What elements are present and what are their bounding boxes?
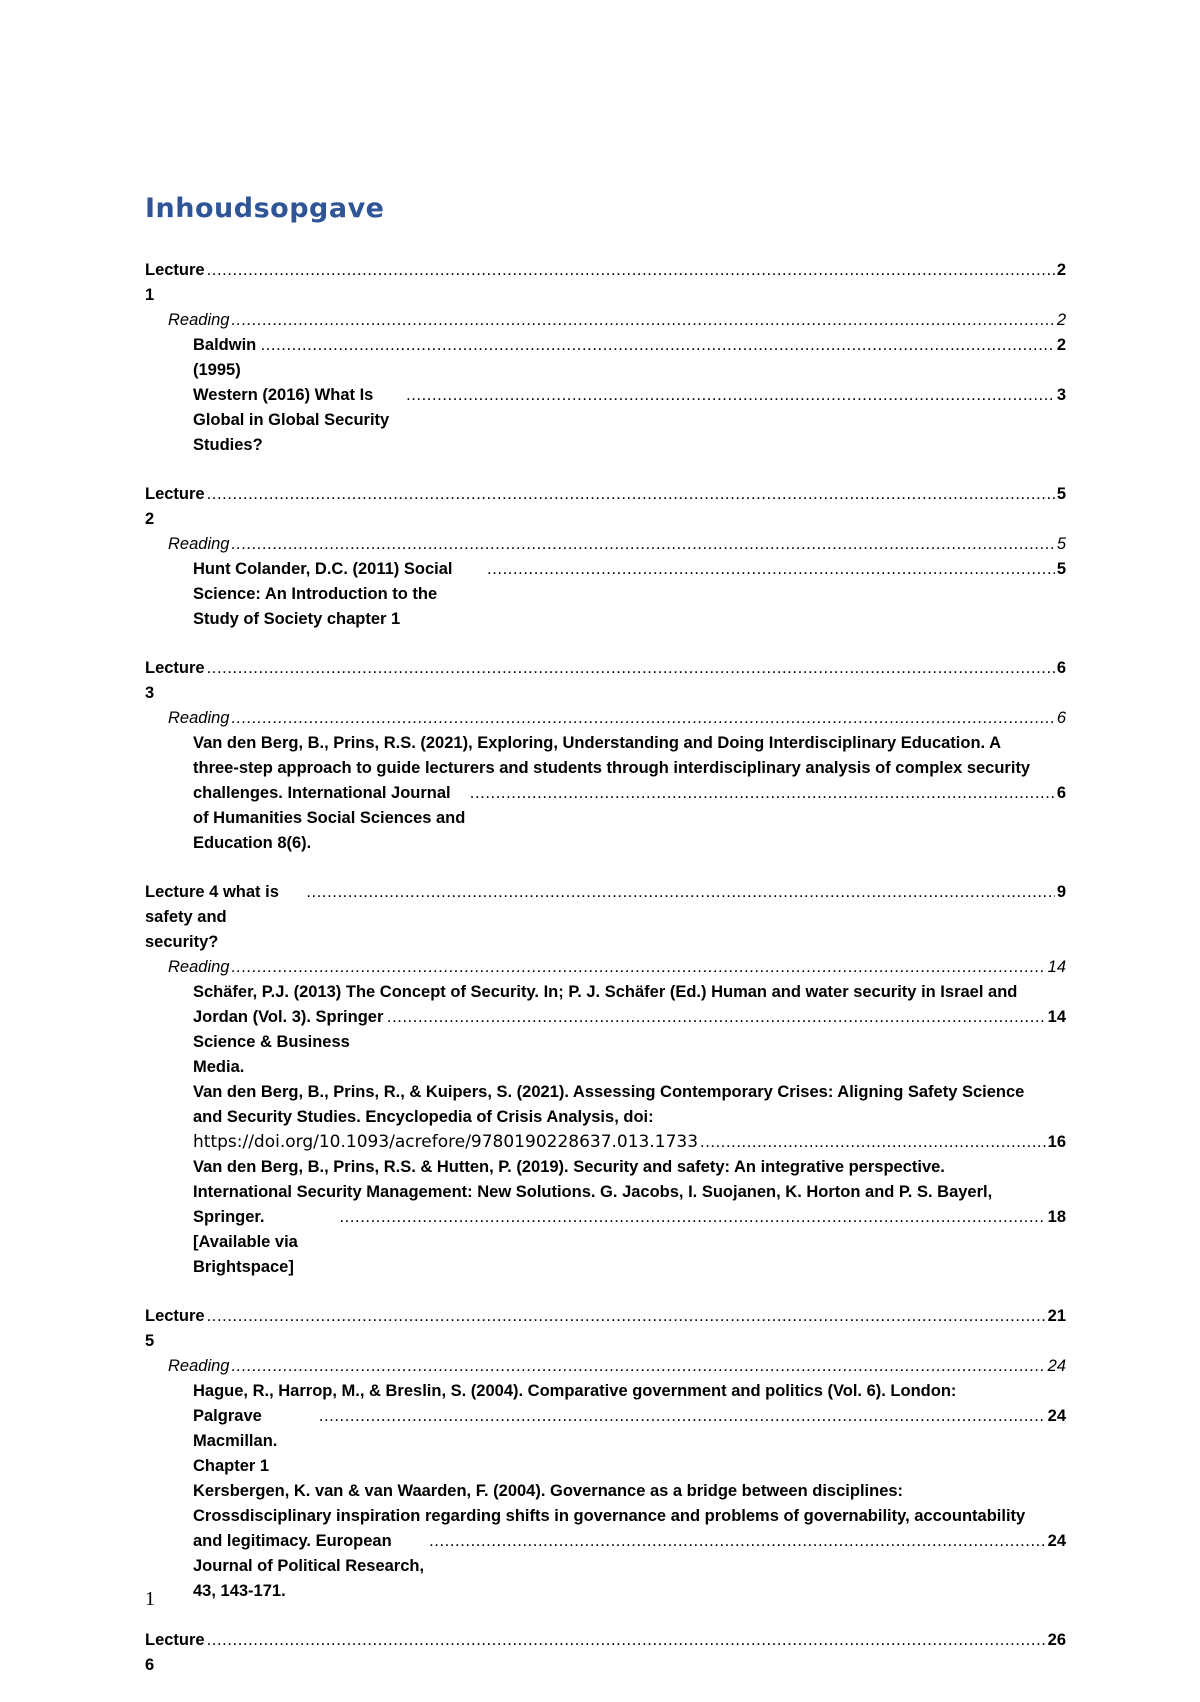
dot-leader (231, 955, 1045, 980)
dot-leader (700, 1130, 1046, 1155)
toc-entry-reading[interactable] (168, 308, 1066, 333)
toc-row (193, 557, 1066, 632)
dot-leader (207, 1304, 1046, 1329)
toc-row (168, 532, 1066, 557)
entry-text: Springer. [Available via Brightspace] (193, 1208, 303, 1276)
toc-section (145, 880, 1066, 1280)
entry-text: challenges. International Journal of Humanities Social Sciences and Education 8(6). (193, 784, 470, 852)
entry-text: Reading (168, 311, 230, 329)
page-number: 1 (145, 1588, 155, 1610)
dot-leader (207, 482, 1055, 507)
entry-text-line: Crossdisciplinary inspiration regarding shifts in governance and problems of governability, accountability (193, 1507, 1026, 1525)
toc-entry-reference[interactable] (193, 557, 1066, 632)
toc-section (145, 482, 1066, 632)
page-ref: 6 (1056, 659, 1066, 677)
dot-leader (207, 258, 1055, 283)
toc-row (168, 308, 1066, 333)
entry-text: Baldwin (1995) (193, 336, 261, 379)
dot-leader (231, 308, 1054, 333)
toc-entry-reading[interactable] (168, 955, 1066, 980)
page-ref: 3 (1056, 386, 1066, 404)
toc-section (145, 656, 1066, 856)
page-ref: 14 (1047, 1008, 1066, 1026)
toc-row (193, 1130, 1066, 1155)
toc-row (193, 1005, 1066, 1080)
toc-section (145, 258, 1066, 458)
dot-leader (207, 656, 1055, 681)
toc-row (145, 656, 1066, 706)
entry-text-line: Hague, R., Harrop, M., & Breslin, S. (2004). Comparative government and politics (Vol. 6). London: (193, 1382, 957, 1400)
entry-text: Lecture 1 (145, 261, 210, 304)
toc-row (193, 1404, 1066, 1479)
toc-entry-lecture[interactable] (145, 656, 1066, 706)
dot-leader (429, 1529, 1046, 1554)
entry-text: Lecture 5 (145, 1307, 210, 1350)
toc-entry-reading[interactable] (168, 532, 1066, 557)
entry-text: Reading (168, 958, 230, 976)
page-title: Inhoudsopgave (145, 193, 385, 224)
entry-text: Lecture 6 (145, 1631, 210, 1674)
entry-text: and legitimacy. European Journal of Political Research, 43, 143-171. (193, 1532, 429, 1600)
toc-entry-reference[interactable] (193, 383, 1066, 458)
dot-leader (406, 383, 1055, 408)
entry-text: Palgrave Macmillan. Chapter 1 (193, 1407, 282, 1475)
entry-text: Lecture 3 (145, 659, 210, 702)
toc-entry-lecture[interactable] (145, 258, 1066, 308)
toc-entry-reading[interactable] (168, 706, 1066, 731)
page-ref: 24 (1047, 1532, 1066, 1550)
entry-text: Reading (168, 709, 230, 727)
page-ref: 5 (1056, 560, 1066, 578)
toc-row (193, 383, 1066, 458)
toc-row (145, 1628, 1066, 1678)
entry-text: https://doi.org/10.1093/acrefore/9780190228637.013.1733 (193, 1132, 699, 1152)
page-ref: 2 (1056, 261, 1066, 279)
page-ref: 5 (1056, 535, 1066, 553)
toc-row (168, 706, 1066, 731)
toc-row (145, 880, 1066, 955)
page-ref: 16 (1047, 1133, 1066, 1151)
dot-leader (207, 1628, 1046, 1653)
toc-row (193, 333, 1066, 383)
toc-row (193, 1529, 1066, 1604)
toc-row (145, 1304, 1066, 1354)
toc-entry-reference[interactable] (193, 1155, 1066, 1280)
page-ref: 21 (1047, 1307, 1066, 1325)
toc-entry-lecture[interactable] (145, 1628, 1066, 1678)
toc-entry-reference[interactable] (193, 1080, 1066, 1155)
toc-section (145, 1304, 1066, 1604)
page-ref: 26 (1047, 1631, 1066, 1649)
page-ref: 6 (1056, 784, 1066, 802)
page-ref: 18 (1047, 1208, 1066, 1226)
entry-text: Hunt Colander, D.C. (2011) Social Science: An Introduction to the Study of Society chapter 1 (193, 560, 458, 628)
table-of-contents (145, 258, 1066, 1702)
entry-text: Jordan (Vol. 3). Springer Science & Business Media. (193, 1008, 388, 1076)
toc-entry-reference[interactable] (193, 980, 1066, 1080)
dot-leader (319, 1404, 1046, 1429)
toc-section (145, 1628, 1066, 1678)
dot-leader (231, 532, 1054, 557)
toc-entry-reading[interactable] (168, 1354, 1066, 1379)
entry-text-line: Van den Berg, B., Prins, R.S. (2021), Exploring, Understanding and Doing Interdisciplinary Education. A (193, 734, 1002, 752)
entry-text-line: Schäfer, P.J. (2013) The Concept of Security. In; P. J. Schäfer (Ed.) Human and water security in Israel and (193, 983, 1018, 1001)
dot-leader (487, 557, 1055, 582)
entry-text: Lecture 2 (145, 485, 210, 528)
page-ref: 9 (1056, 883, 1066, 901)
toc-entry-reference[interactable] (193, 1379, 1066, 1479)
dot-leader (231, 706, 1054, 731)
entry-text-line: and Security Studies. Encyclopedia of Crisis Analysis, doi: (193, 1108, 654, 1126)
toc-row (145, 482, 1066, 532)
entry-text: Reading (168, 1357, 230, 1375)
page-ref: 24 (1047, 1357, 1066, 1375)
dot-leader (306, 880, 1054, 905)
page-ref: 5 (1056, 485, 1066, 503)
entry-text-line: Van den Berg, B., Prins, R., & Kuipers, S. (2021). Assessing Contemporary Crises: Aligning Safety Science (193, 1083, 1025, 1101)
page-ref: 6 (1056, 709, 1066, 727)
toc-entry-lecture[interactable] (145, 1304, 1066, 1354)
entry-text: Reading (168, 535, 230, 553)
toc-entry-reference[interactable] (193, 731, 1066, 856)
dot-leader (387, 1005, 1046, 1030)
page-ref: 14 (1047, 958, 1066, 976)
toc-row (168, 1354, 1066, 1379)
dot-leader (231, 1354, 1045, 1379)
dot-leader (339, 1205, 1045, 1230)
page-ref: 2 (1056, 311, 1066, 329)
toc-row (193, 1205, 1066, 1280)
entry-text: Western (2016) What Is Global in Global Security Studies? (193, 386, 394, 454)
toc-row (145, 258, 1066, 308)
page-ref: 24 (1047, 1407, 1066, 1425)
entry-text: Lecture 4 what is safety and security? (145, 883, 284, 951)
toc-row (168, 955, 1066, 980)
toc-entry-lecture[interactable] (145, 880, 1066, 955)
dot-leader (470, 781, 1055, 806)
toc-entry-lecture[interactable] (145, 482, 1066, 532)
entry-text-line: three-step approach to guide lecturers and students through interdisciplinary analysis of complex security (193, 759, 1031, 777)
entry-text-line: International Security Management: New Solutions. G. Jacobs, I. Suojanen, K. Horton and P. S. Bayerl, (193, 1183, 993, 1201)
entry-text-line: Van den Berg, B., Prins, R.S. & Hutten, P. (2019). Security and safety: An integrative perspective. (193, 1158, 945, 1176)
toc-entry-reference[interactable] (193, 1479, 1066, 1604)
entry-text-line: Kersbergen, K. van & van Waarden, F. (2004). Governance as a bridge between disciplines: (193, 1482, 904, 1500)
page-ref: 2 (1056, 336, 1066, 354)
dot-leader (261, 333, 1055, 358)
toc-row (193, 781, 1066, 856)
toc-entry-reference[interactable] (193, 333, 1066, 383)
